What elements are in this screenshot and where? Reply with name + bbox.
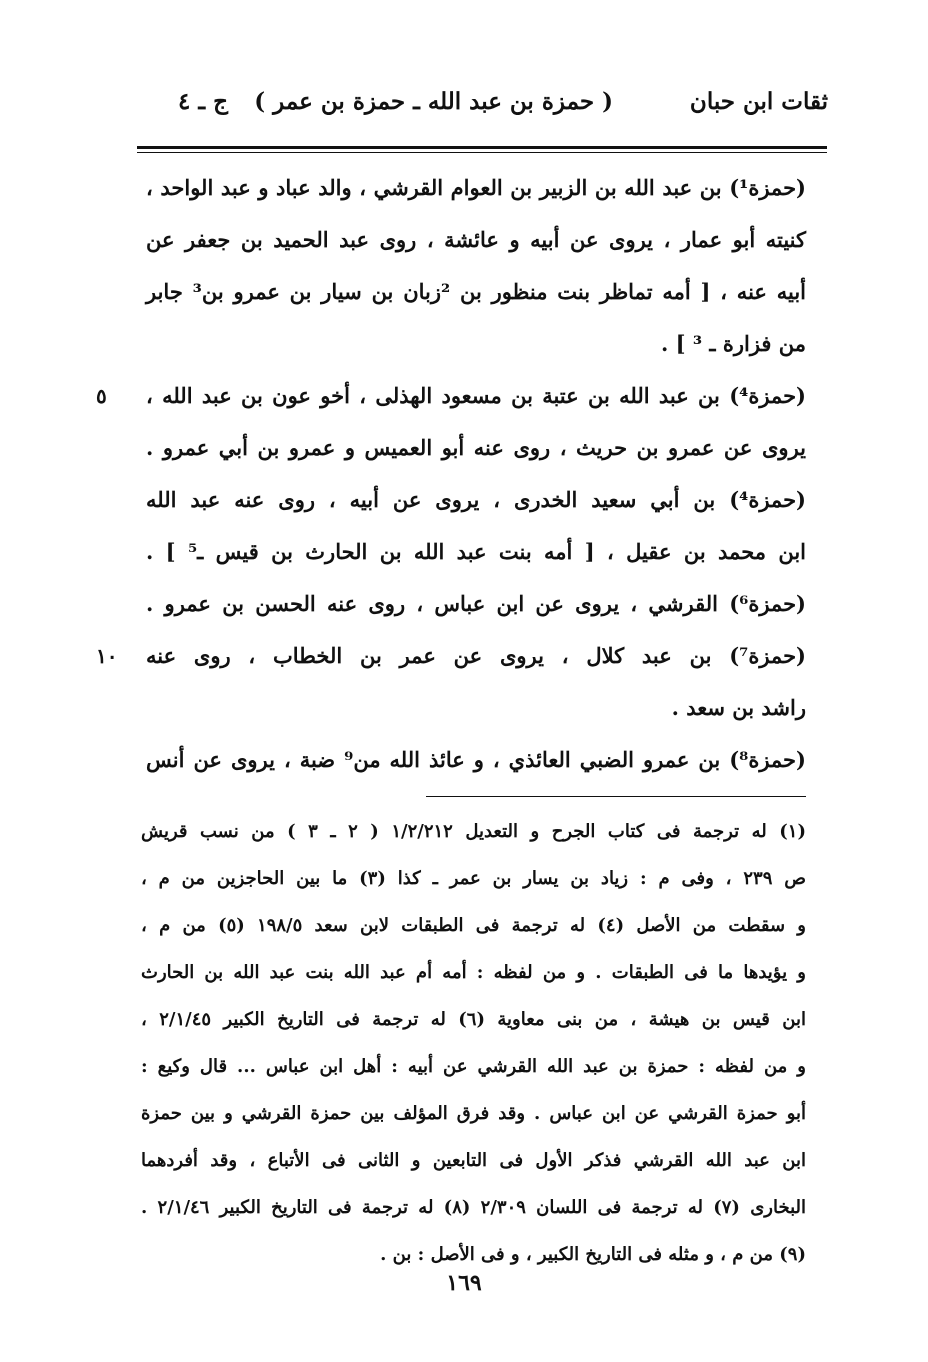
text-line-content: (حمزة⁸) بن عمرو الضبي العائذي ، و عائذ الله من⁹ ضبة ، يروى عن أنس	[146, 747, 806, 772]
running-header	[150, 88, 828, 132]
footnote-line: و سقطت من الأصل (٤) له ترجمة فى الطبقات لابن سعد ١٩٨/٥ (٥) من م ،	[141, 915, 806, 936]
text-line	[146, 578, 806, 630]
footnote-line: و من لفظه : حمزة بن عبد الله القرشي عن أبيه : أهل ابن عباس ... قال وكيع :	[141, 1056, 806, 1077]
text-line	[146, 318, 806, 370]
main-text	[96, 162, 807, 786]
text-line-content: من فزارة ـ ³ ] .	[660, 331, 806, 356]
text-line	[146, 734, 806, 786]
text-line	[146, 682, 806, 734]
footnote-line: ابن قيس بن هيشة ، من بنى معاوية (٦) له ترجمة فى التاريخ الكبير ٢/١/٤٥ ،	[141, 1009, 807, 1030]
text-line	[96, 370, 806, 422]
header-rule-thick	[137, 146, 827, 149]
text-line-content: راشد بن سعد .	[671, 695, 806, 720]
book-title: ثقات ابن حبان	[689, 88, 828, 115]
text-line-content: (حمزة⁴) بن عبد الله بن عتبة بن مسعود الهذلى ، أخو عون بن عبد الله ،	[146, 383, 806, 408]
text-line-content: (حمزة¹) بن عبد الله بن الزبير بن العوام القرشي ، والد عباد و عبد الواحد ،	[146, 175, 806, 200]
footnote-line: ص ٢٣٩ ، وفى م : زياد بن يسار بن عمر ـ كذا (٣) ما بين الحاجزين من م ،	[141, 868, 807, 889]
text-line-content: أبيه عنه ، [ أمه تماظر بنت منظور بن ²زبان بن سيار بن عمرو بن³ جابر	[146, 279, 807, 304]
text-line	[146, 526, 806, 578]
line-number: ٥	[96, 384, 107, 408]
volume-label: ج ـ ٤	[178, 88, 228, 115]
footnote-line: أبو حمزة القرشي عن ابن عباس . وقد فرق المؤلف بين حمزة القرشي و بين حمزة	[141, 1103, 806, 1124]
text-line	[96, 630, 806, 682]
line-number: ١٠	[96, 644, 118, 668]
text-line	[146, 214, 806, 266]
footnote-line: (١) له ترجمة فى كتاب الجرح و التعديل ١/٢/٢١٢ ( ٢ ـ ٣ ) من نسب قريش	[141, 821, 806, 842]
footnote-line: و يؤيدها ما فى الطبقات . و من لفظه : أمه أم عبد الله بنت عبد الله بن الحارث	[141, 962, 806, 983]
footnotes	[141, 808, 806, 1278]
text-line-content: (حمزة⁶) القرشي ، يروى عن ابن عباس ، روى عنه الحسن بن عمرو .	[146, 591, 806, 616]
text-line-content: يروى عن عمرو بن حريث ، روى عنه أبو العميس و عمرو بن أبي عمرو .	[146, 435, 806, 460]
page-number: ١٦٩	[446, 1270, 482, 1296]
footnote-line: (٩) من م ، و مثله فى التاريخ الكبير ، و فى الأصل : بن .	[380, 1244, 806, 1265]
text-line-content: (حمزة⁷) بن عبد كلال ، يروى عن عمر بن الخطاب ، روى عنه	[146, 643, 806, 668]
text-line-content: ابن محمد بن عقيل ، [ أمه بنت عبد الله بن الحارث بن قيس ـ⁵ ] .	[146, 539, 807, 564]
header-rule-thin	[137, 152, 827, 153]
text-line	[146, 162, 806, 214]
footnote-line: البخارى (٧) له ترجمة فى اللسان ٢/٣٠٩ (٨) له ترجمة فى التاريخ الكبير ٢/١/٤٦ .	[141, 1197, 806, 1218]
text-line	[146, 266, 806, 318]
text-line-content: (حمزة⁴) بن أبي سعيد الخدرى ، يروى عن أبيه ، روى عنه عبد الله	[146, 487, 806, 512]
text-line	[146, 474, 806, 526]
text-line	[146, 422, 806, 474]
footnote-separator	[426, 796, 806, 797]
footnote-line: ابن عبد الله القرشي فذكر الأول فى التابعين و الثانى فى الأتباع ، وقد أفردهما	[141, 1150, 806, 1171]
text-line-content: كنيته أبو عمار ، يروى عن أبيه و عائشة ، روى عبد الحميد بن جعفر عن	[146, 227, 806, 252]
entry-range: ( حمزة بن عبد الله ـ حمزة بن عمر )	[254, 88, 613, 115]
